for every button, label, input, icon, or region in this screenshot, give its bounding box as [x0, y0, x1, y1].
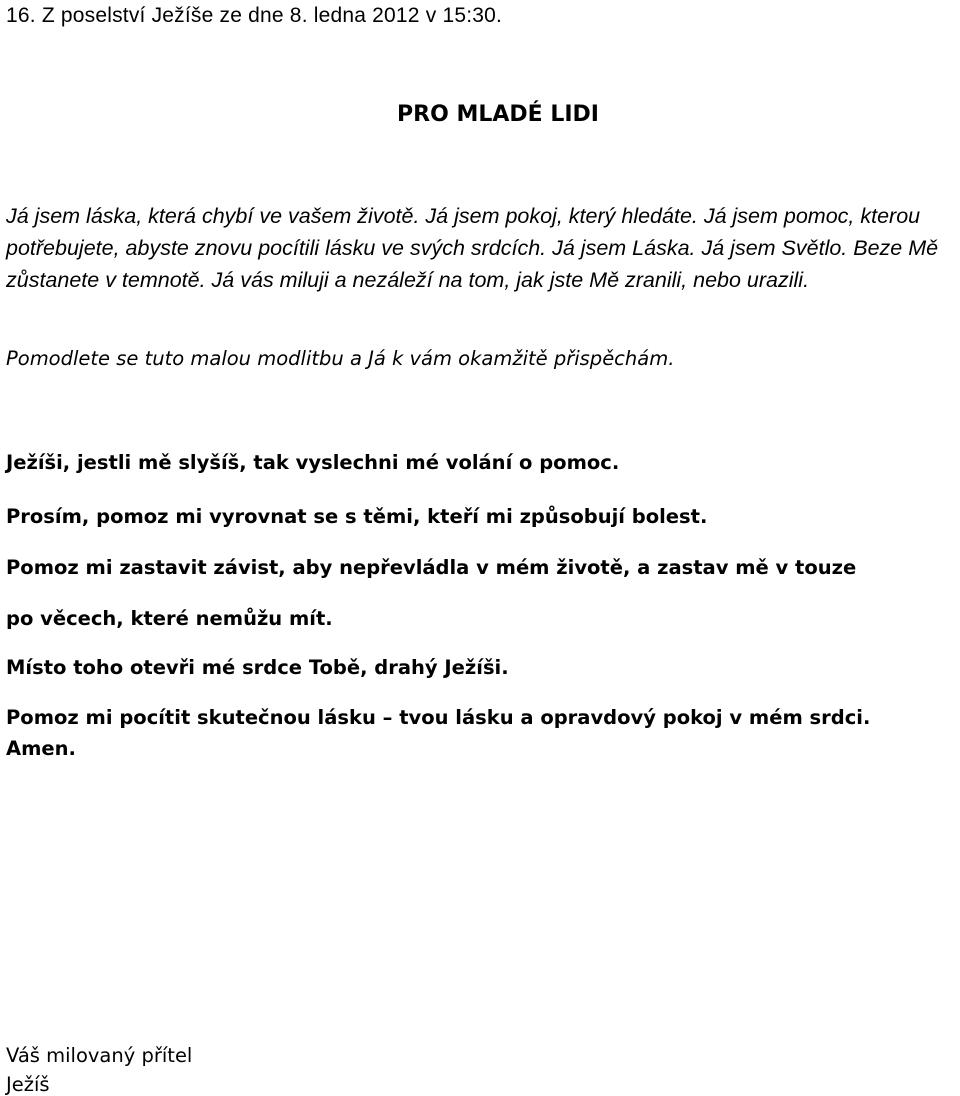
signature-name: Ježíš: [6, 1073, 50, 1096]
message-header: 16. Z poselství Ježíše ze dne 8. ledna 2012 v 15:30.: [6, 4, 503, 27]
signature-closing: Váš milovaný přítel: [6, 1044, 193, 1067]
prayer-line: po věcech, které nemůžu mít.: [6, 607, 333, 630]
prayer-line: Pomoz mi zastavit závist, aby nepřevládla v mém životě, a zastav mě v touze: [6, 556, 857, 579]
intro-paragraph: Já jsem láska, která chybí ve vašem životě. Já jsem pokoj, který hledáte. Já jsem pomoc, kterou potřebujete, abyste znovu pocítili lásku ve svých srdcích. Já jsem Láska. Já jsem Světlo. Beze Mě zůstanete v temnotě. Já vás miluji a nezáleží na tom, jak jste Mě zranili, nebo urazili.: [6, 204, 939, 292]
invitation-line: Pomodlete se tuto malou modlitbu a Já k vám okamžitě přispěchám.: [6, 347, 675, 370]
prayer-line: Pomoz mi pocítit skutečnou lásku – tvou lásku a opravdový pokoj v mém srdci.: [6, 706, 871, 729]
prayer-amen: Amen.: [6, 737, 76, 760]
prayer-line: Místo toho otevři mé srdce Tobě, drahý Ježíši.: [6, 656, 509, 679]
page-title: PRO MLADÉ LIDI: [397, 102, 599, 127]
prayer-line: Prosím, pomoz mi vyrovnat se s těmi, kteří mi způsobují bolest.: [6, 505, 708, 528]
prayer-line: Ježíši, jestli mě slyšíš, tak vyslechni mé volání o pomoc.: [6, 451, 620, 474]
